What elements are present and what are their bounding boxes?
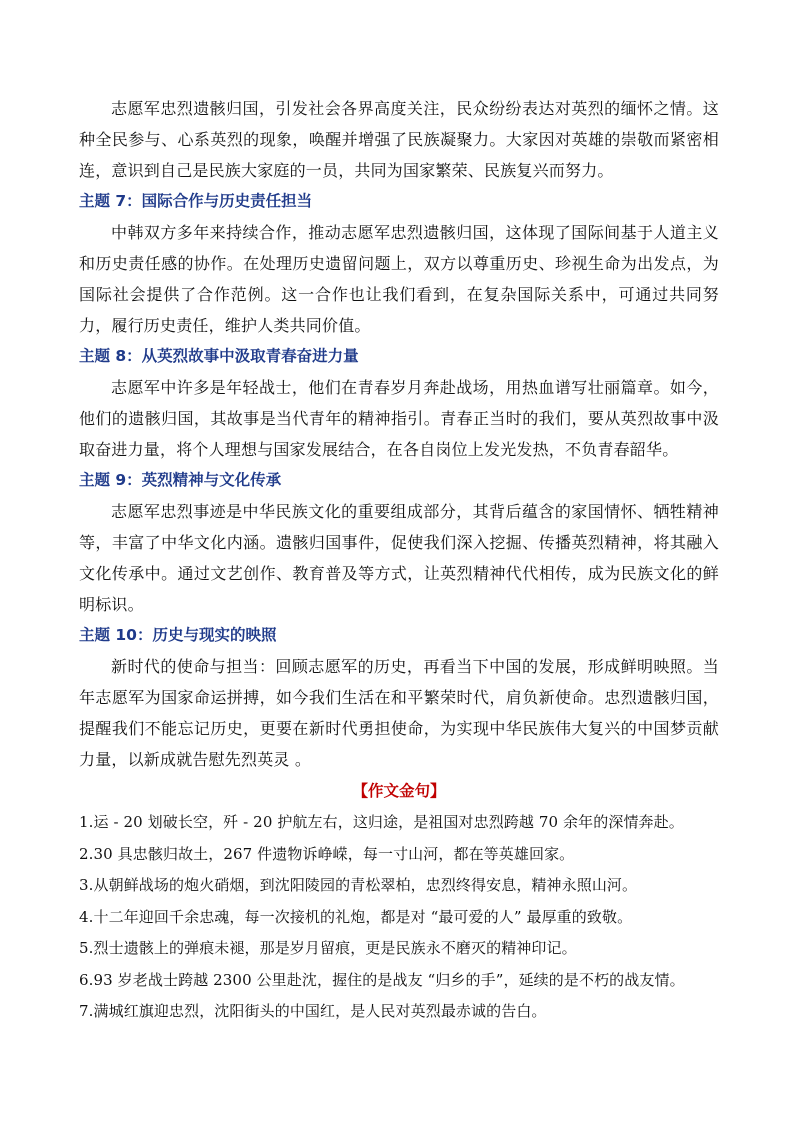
golden-sentences-list	[79, 807, 719, 1028]
golden-sentences-title: 【作文金句】	[352, 782, 446, 800]
section-paragraph: 志愿军忠烈事迹是中华民族文化的重要组成部分，其背后蕴含的家国情怀、牺牲精神等，丰富了中华文化内涵。遗骸归国事件，促使我们深入挖掘、传播英烈精神，将其融入文化传承中。通过文艺创作、教育普及等方式，让英烈精神代代相传，成为民族文化的鲜明标识。	[79, 502, 719, 614]
section-heading: 主题 8：从英烈故事中汲取青春奋进力量	[79, 347, 359, 365]
section-theme-10	[79, 620, 719, 775]
section-paragraph: 志愿军中许多是年轻战士，他们在青春岁月奔赴战场，用热血谱写壮丽篇章。如今，他们的遗骸归国，其故事是当代青年的精神指引。青春正当时的我们，要从英烈故事中汲取奋进力量，将个人理想与国家发展结合，在各自岗位上发光发热，不负青春韶华。	[79, 378, 719, 459]
golden-sentence: 6.93 岁老战士跨越 2300 公里赴沈，握住的是战友 “归乡的手”，延续的是不朽的战友情。	[79, 970, 685, 989]
document-content	[79, 93, 719, 1028]
section-theme-9	[79, 465, 719, 620]
golden-sentence: 7.满城红旗迎忠烈，沈阳街头的中国红，是人民对英烈最赤诚的告白。	[79, 1002, 547, 1020]
section-heading: 主题 9：英烈精神与文化传承	[79, 471, 282, 489]
intro-paragraph: 志愿军忠烈遗骸归国，引发社会各界高度关注，民众纷纷表达对英烈的缅怀之情。这种全民参与、心系英烈的现象，唤醒并增强了民族凝聚力。大家因对英雄的崇敬而紧密相连，意识到自己是民族大家庭的一员，共同为国家繁荣、民族复兴而努力。	[79, 99, 719, 180]
golden-sentence: 5.烈士遗骸上的弹痕未褪，那是岁月留痕，更是民族永不磨灭的精神印记。	[79, 939, 577, 957]
section-theme-7	[79, 186, 719, 341]
section-heading: 主题 7：国际合作与历史责任担当	[79, 192, 313, 210]
golden-sentence: 2.30 具忠骸归故土，267 件遗物诉峥嵘，每一寸山河，都在等英雄回家。	[79, 844, 575, 863]
section-paragraph: 中韩双方多年来持续合作，推动志愿军忠烈遗骸归国，这体现了国际间基于人道主义和历史责任感的协作。在处理历史遗留问题上，双方以尊重历史、珍视生命为出发点，为国际社会提供了合作范例。这一合作也让我们看到，在复杂国际关系中，可通过共同努力，履行历史责任，维护人类共同价值。	[79, 223, 719, 335]
section-paragraph: 新时代的使命与担当：回顾志愿军的历史，再看当下中国的发展，形成鲜明映照。当年志愿军为国家命运拼搏，如今我们生活在和平繁荣时代，肩负新使命。忠烈遗骸归国，提醒我们不能忘记历史，更要在新时代勇担使命，为实现中华民族伟大复兴的中国梦贡献力量，以新成就告慰先烈英灵 。	[79, 657, 719, 769]
section-heading: 主题 10：历史与现实的映照	[79, 626, 277, 644]
golden-sentences-block	[79, 776, 719, 1028]
golden-sentence: 1.运 - 20 划破长空，歼 - 20 护航左右，这归途，是祖国对忠烈跨越 70 余年的深情奔赴。	[79, 813, 684, 831]
golden-sentence: 3.从朝鲜战场的炮火硝烟，到沈阳陵园的青松翠柏，忠烈终得安息，精神永照山河。	[79, 876, 638, 894]
golden-sentence: 4.十二年迎回千余忠魂，每一次接机的礼炮，都是对 “最可爱的人” 最厚重的致敬。	[79, 907, 633, 926]
section-theme-8	[79, 341, 719, 465]
